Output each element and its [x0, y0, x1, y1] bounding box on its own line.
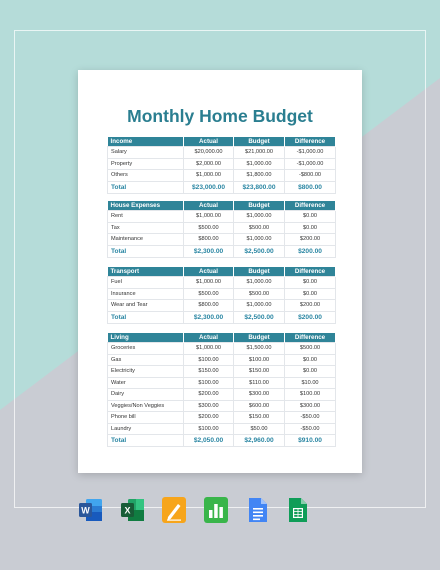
excel-icon[interactable] [120, 497, 144, 523]
total-actual: $23,000.00 [184, 181, 234, 193]
difference-cell: $500.00 [285, 343, 336, 355]
table-header-row [108, 137, 336, 147]
total-difference: $910.00 [285, 435, 336, 447]
income-table [107, 137, 336, 194]
actual-cell: $100.00 [184, 354, 234, 366]
difference-cell: -$50.00 [285, 412, 336, 424]
difference-cell: $0.00 [285, 366, 336, 378]
budget-cell: $1,000.00 [234, 277, 285, 289]
section-header: Living [108, 333, 184, 343]
house-expenses-table [107, 201, 336, 258]
difference-cell: $0.00 [285, 277, 336, 289]
column-header-budget: Budget [234, 267, 285, 277]
table-row [108, 300, 336, 312]
actual-cell: $100.00 [184, 423, 234, 435]
numbers-icon[interactable] [204, 497, 228, 523]
actual-cell: $1,000.00 [184, 343, 234, 355]
row-label: Fuel [108, 277, 184, 289]
difference-cell: -$1,000.00 [285, 147, 336, 159]
budget-cell: $100.00 [234, 354, 285, 366]
table-row [108, 412, 336, 424]
difference-cell: -$800.00 [285, 170, 336, 182]
document-page [78, 70, 362, 473]
budget-cell: $1,000.00 [234, 158, 285, 170]
total-label: Total [108, 435, 184, 447]
difference-cell: $300.00 [285, 400, 336, 412]
google-sheets-icon[interactable] [286, 497, 310, 523]
row-label: Gas [108, 354, 184, 366]
budget-cell: $300.00 [234, 389, 285, 401]
column-header-actual: Actual [184, 267, 234, 277]
table-row [108, 211, 336, 223]
table-row [108, 366, 336, 378]
actual-cell: $1,000.00 [184, 170, 234, 182]
row-label: Laundry [108, 423, 184, 435]
word-icon[interactable] [78, 497, 102, 523]
living-table [107, 333, 336, 447]
total-label: Total [108, 311, 184, 323]
total-row [108, 311, 336, 323]
table-row [108, 222, 336, 234]
actual-cell: $100.00 [184, 377, 234, 389]
table-row [108, 400, 336, 412]
table-row [108, 170, 336, 182]
difference-cell: $100.00 [285, 389, 336, 401]
column-header-budget: Budget [234, 201, 285, 211]
difference-cell: -$50.00 [285, 423, 336, 435]
row-label: Insurance [108, 288, 184, 300]
row-label: Tax [108, 222, 184, 234]
svg-text:X: X [124, 505, 131, 516]
column-header-difference: Difference [285, 267, 336, 277]
transport-table [107, 267, 336, 324]
actual-cell: $200.00 [184, 412, 234, 424]
total-budget: $2,500.00 [234, 311, 285, 323]
row-label: Veggies/Non Veggies [108, 400, 184, 412]
difference-cell: -$1,000.00 [285, 158, 336, 170]
section-header: Transport [108, 267, 184, 277]
budget-cell: $150.00 [234, 366, 285, 378]
budget-cell: $500.00 [234, 288, 285, 300]
total-difference: $800.00 [285, 181, 336, 193]
actual-cell: $1,000.00 [184, 277, 234, 289]
difference-cell: $200.00 [285, 300, 336, 312]
budget-cell: $1,000.00 [234, 234, 285, 246]
total-actual: $2,050.00 [184, 435, 234, 447]
table-row [108, 277, 336, 289]
difference-cell: $200.00 [285, 234, 336, 246]
budget-cell: $1,000.00 [234, 211, 285, 223]
total-actual: $2,300.00 [184, 311, 234, 323]
difference-cell: $0.00 [285, 354, 336, 366]
actual-cell: $500.00 [184, 288, 234, 300]
column-header-actual: Actual [184, 333, 234, 343]
table-row [108, 389, 336, 401]
column-header-budget: Budget [234, 333, 285, 343]
row-label: Groceries [108, 343, 184, 355]
total-row [108, 435, 336, 447]
actual-cell: $200.00 [184, 389, 234, 401]
app-icons-bar [78, 497, 368, 524]
table-row [108, 234, 336, 246]
total-actual: $2,300.00 [184, 245, 234, 257]
actual-cell: $500.00 [184, 222, 234, 234]
total-row [108, 181, 336, 193]
column-header-difference: Difference [285, 201, 336, 211]
pages-icon[interactable] [162, 497, 186, 523]
table-row [108, 354, 336, 366]
table-header-row [108, 267, 336, 277]
actual-cell: $800.00 [184, 234, 234, 246]
google-docs-icon[interactable] [246, 497, 270, 523]
svg-text:W: W [81, 505, 90, 516]
budget-cell: $1,500.00 [234, 343, 285, 355]
total-budget: $2,960.00 [234, 435, 285, 447]
table-row [108, 158, 336, 170]
budget-cell: $110.00 [234, 377, 285, 389]
row-label: Dairy [108, 389, 184, 401]
table-row [108, 423, 336, 435]
section-header: Income [108, 137, 184, 147]
difference-cell: $0.00 [285, 288, 336, 300]
actual-cell: $150.00 [184, 366, 234, 378]
budget-cell: $21,000.00 [234, 147, 285, 159]
actual-cell: $800.00 [184, 300, 234, 312]
total-row [108, 245, 336, 257]
table-row [108, 147, 336, 159]
table-row [108, 377, 336, 389]
table-header-row [108, 201, 336, 211]
row-label: Phone bill [108, 412, 184, 424]
actual-cell: $2,000.00 [184, 158, 234, 170]
row-label: Electricity [108, 366, 184, 378]
actual-cell: $300.00 [184, 400, 234, 412]
row-label: Property [108, 158, 184, 170]
row-label: Others [108, 170, 184, 182]
column-header-difference: Difference [285, 137, 336, 147]
budget-cell: $600.00 [234, 400, 285, 412]
difference-cell: $0.00 [285, 222, 336, 234]
column-header-actual: Actual [184, 201, 234, 211]
row-label: Wear and Tear [108, 300, 184, 312]
column-header-budget: Budget [234, 137, 285, 147]
table-header-row [108, 333, 336, 343]
row-label: Salary [108, 147, 184, 159]
budget-cell: $500.00 [234, 222, 285, 234]
total-budget: $2,500.00 [234, 245, 285, 257]
total-label: Total [108, 245, 184, 257]
table-row [108, 288, 336, 300]
row-label: Maintenance [108, 234, 184, 246]
table-row [108, 343, 336, 355]
difference-cell: $10.00 [285, 377, 336, 389]
budget-cell: $1,000.00 [234, 300, 285, 312]
total-difference: $200.00 [285, 245, 336, 257]
actual-cell: $20,000.00 [184, 147, 234, 159]
row-label: Rent [108, 211, 184, 223]
total-label: Total [108, 181, 184, 193]
budget-cell: $150.00 [234, 412, 285, 424]
total-budget: $23,800.00 [234, 181, 285, 193]
column-header-difference: Difference [285, 333, 336, 343]
total-difference: $200.00 [285, 311, 336, 323]
column-header-actual: Actual [184, 137, 234, 147]
document-title: Monthly Home Budget [127, 106, 313, 126]
difference-cell: $0.00 [285, 211, 336, 223]
budget-cell: $1,800.00 [234, 170, 285, 182]
section-header: House Expenses [108, 201, 184, 211]
actual-cell: $1,000.00 [184, 211, 234, 223]
row-label: Water [108, 377, 184, 389]
budget-cell: $50.00 [234, 423, 285, 435]
